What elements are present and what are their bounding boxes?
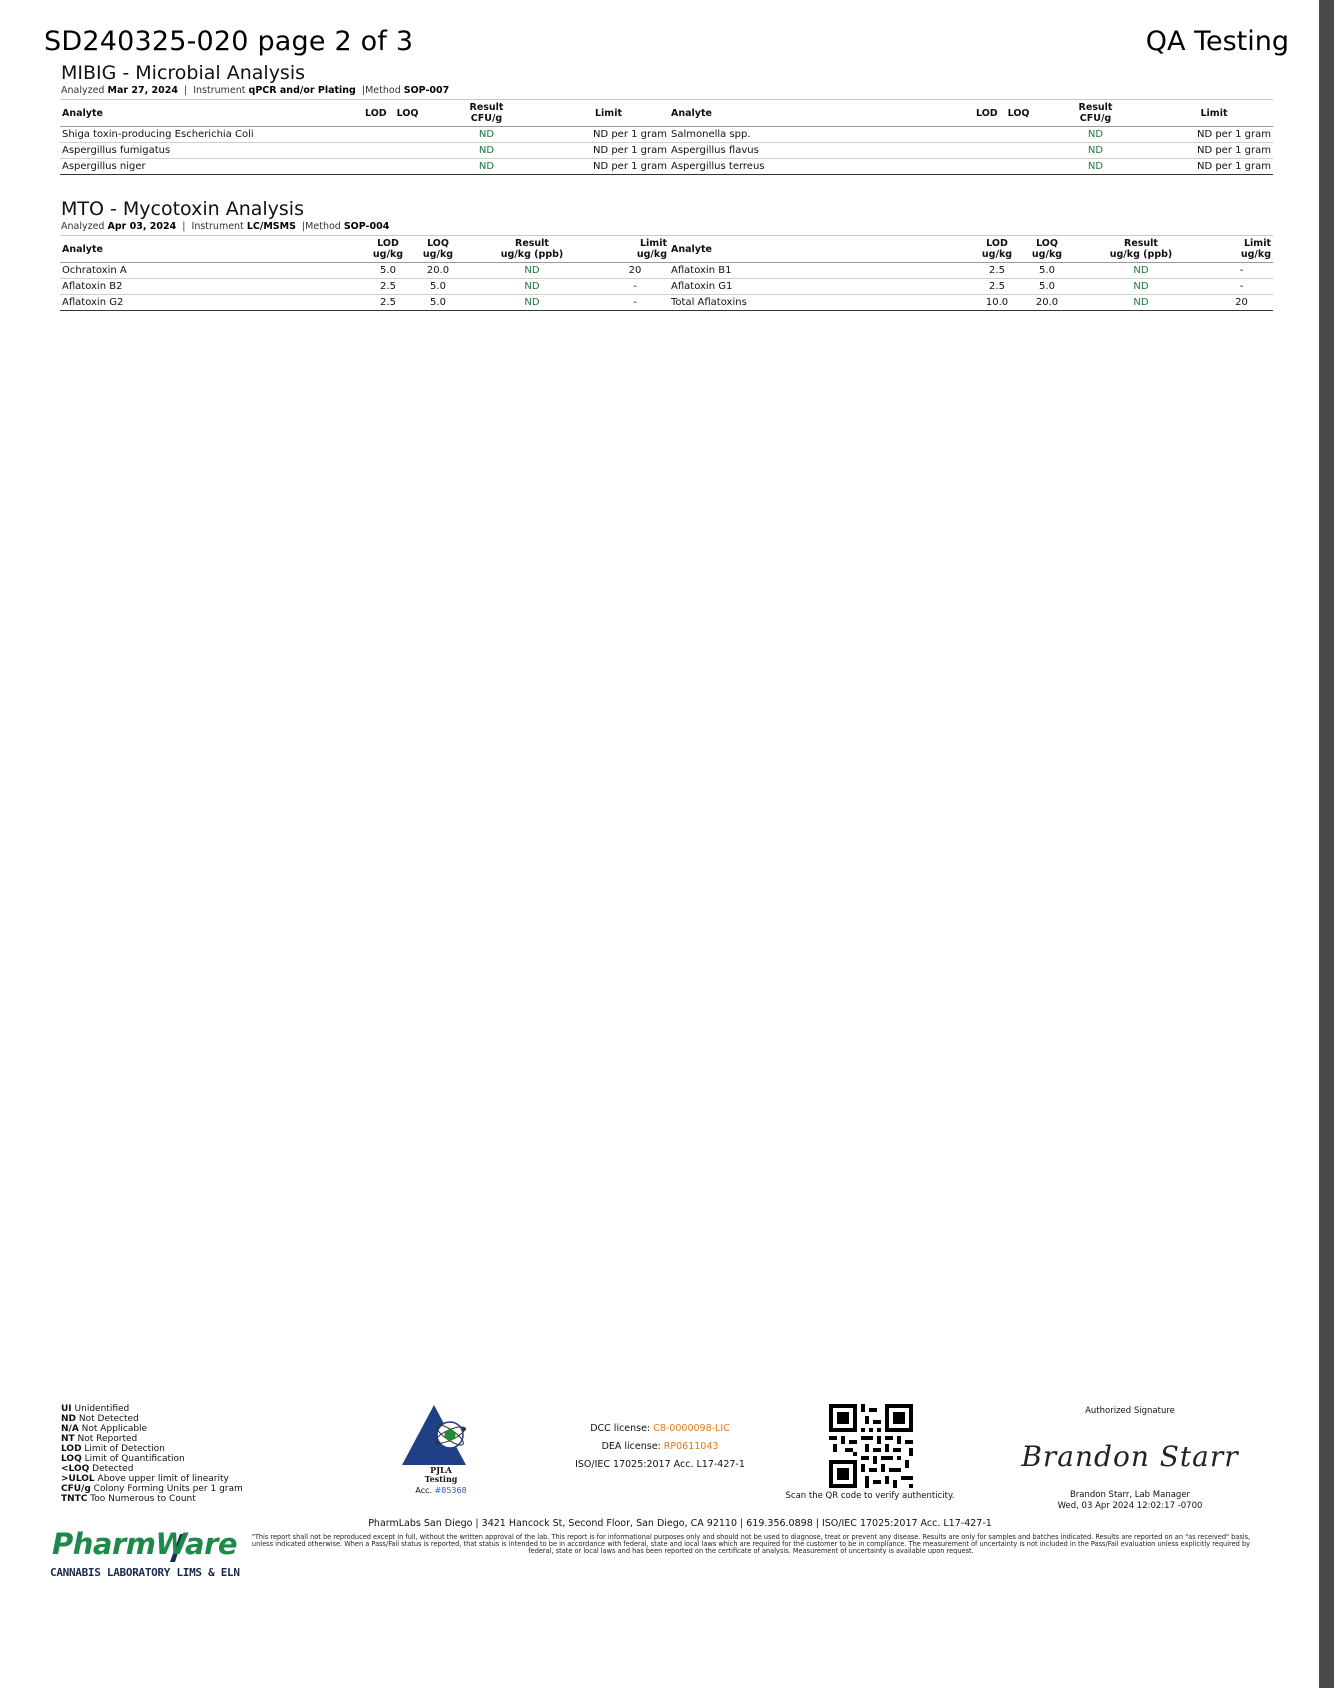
col-limit: Limit — [1155, 100, 1273, 127]
mycotoxin-meta: Analyzed Apr 03, 2024 | Instrument LC/MSMS |Method SOP-004 — [61, 221, 390, 232]
legend-item: LOQ Limit of Quantification — [61, 1454, 185, 1464]
microbial-section-title: MIBIG - Microbial Analysis — [61, 62, 306, 84]
col-lod-loq: LOD LOQ — [363, 100, 425, 127]
legend-item: UI Unidentified — [61, 1404, 130, 1414]
qr-caption: Scan the QR code to verify authenticity. — [785, 1491, 955, 1501]
table-row: Aflatoxin G2 2.5 5.0 ND - Total Aflatoxins 10.0 20.0 ND 20 — [60, 295, 1273, 311]
table-row: Aflatoxin B2 2.5 5.0 ND - Aflatoxin G1 2.5 5.0 ND - — [60, 279, 1273, 295]
table-header-row — [60, 100, 1273, 127]
col-lod-loq: LOD LOQ — [974, 100, 1036, 127]
mycotoxin-section-title: MTO - Mycotoxin Analysis — [61, 198, 304, 220]
signature-heading: Authorized Signature — [1085, 1406, 1175, 1416]
handwritten-signature — [1020, 1426, 1240, 1486]
lab-address: PharmLabs San Diego | 3421 Hancock St, Second Floor, San Diego, CA 92110 | 619.356.0898 | ISO/IEC 17025:2017 Acc. L17-427-1 — [368, 1518, 992, 1529]
dcc-license: DCC license: C8-0000098-LIC — [590, 1423, 730, 1434]
table-header-row — [60, 236, 1273, 263]
col-lod: LOD ug/kg — [363, 236, 413, 263]
iso-accreditation: ISO/IEC 17025:2017 Acc. L17-427-1 — [575, 1459, 745, 1470]
legend-item: >ULOL Above upper limit of linearity — [61, 1474, 229, 1484]
col-result: Result CFU/g — [1036, 100, 1155, 127]
microbial-table — [60, 99, 1273, 175]
report-type: QA Testing — [1145, 26, 1289, 57]
col-analyte: Analyte — [669, 236, 972, 263]
table-row: Aspergillus fumigatus ND ND per 1 gram Aspergillus flavus ND ND per 1 gram — [60, 143, 1273, 159]
mycotoxin-table — [60, 235, 1273, 311]
report-title: SD240325-020 page 2 of 3 — [44, 26, 414, 57]
legend-item: NT Not Reported — [61, 1434, 138, 1444]
legend-item: TNTC Too Numerous to Count — [61, 1494, 196, 1504]
col-analyte: Analyte — [60, 236, 363, 263]
legend-item: ND Not Detected — [61, 1414, 139, 1424]
pharmware-tagline: CANNABIS LABORATORY LIMS & ELN — [50, 1566, 240, 1579]
col-limit: Limit ug/kg — [1210, 236, 1273, 263]
col-result: Result CFU/g — [425, 100, 548, 127]
col-lod: LOD ug/kg — [972, 236, 1022, 263]
abbreviation-legend — [61, 1404, 243, 1504]
table-row: Aspergillus niger ND ND per 1 gram Aspergillus terreus ND ND per 1 gram — [60, 159, 1273, 175]
col-loq: LOQ ug/kg — [1022, 236, 1072, 263]
pharmware-logo: PharmWare — [52, 1527, 238, 1561]
col-limit: Limit ug/kg — [601, 236, 669, 263]
legend-item: N/A Not Applicable — [61, 1424, 148, 1434]
legend-item: <LOQ Detected — [61, 1464, 134, 1474]
col-limit: Limit — [548, 100, 669, 127]
col-result: Result ug/kg (ppb) — [1072, 236, 1210, 263]
pjla-accreditation-number: Acc. #85368 — [415, 1486, 467, 1495]
pjla-label: PJLA Testing — [424, 1465, 458, 1484]
table-row: Ochratoxin A 5.0 20.0 ND 20 Aflatoxin B1 2.5 5.0 ND - — [60, 263, 1273, 279]
dea-license: DEA license: RP0611043 — [601, 1441, 719, 1452]
license-block — [560, 1420, 760, 1474]
legal-disclaimer: "This report shall not be reproduced except in full, without the written approval of the lab. This report is for informational purposes only and should not be used to diagnose, treat or prevent any disease. Results are only for samples and batches indicated. Results are reported on an "as received" basis, unless indicated otherwise. When a Pass/Fail status is reported, that status is intended to be in accordance with federal, state and local laws which are required for the customer to be in compliance. The measurement of uncertainty is not included in the Pass/Fail evaluation unless explicitly required by federal, state or local laws and has been reported on the certificate of analysis. Measurement of uncertainty is available upon request. — [251, 1533, 1251, 1555]
verification-qr-code[interactable] — [829, 1404, 913, 1488]
col-analyte: Analyte — [60, 100, 363, 127]
col-loq: LOQ ug/kg — [413, 236, 463, 263]
microbial-meta: Analyzed Mar 27, 2024 | Instrument qPCR and/or Plating |Method SOP-007 — [61, 85, 450, 96]
signature-script: Brandon Starr — [1021, 1440, 1239, 1473]
legend-item: CFU/g Colony Forming Units per 1 gram — [61, 1484, 243, 1494]
col-result: Result ug/kg (ppb) — [463, 236, 601, 263]
col-analyte: Analyte — [669, 100, 974, 127]
table-row: Shiga toxin-producing Escherichia Coli ND ND per 1 gram Salmonella spp. ND ND per 1 gram — [60, 127, 1273, 143]
signer-info: Brandon Starr, Lab Manager Wed, 03 Apr 2024 12:02:17 -0700 — [1057, 1490, 1203, 1511]
legend-item: LOD Limit of Detection — [61, 1444, 165, 1454]
